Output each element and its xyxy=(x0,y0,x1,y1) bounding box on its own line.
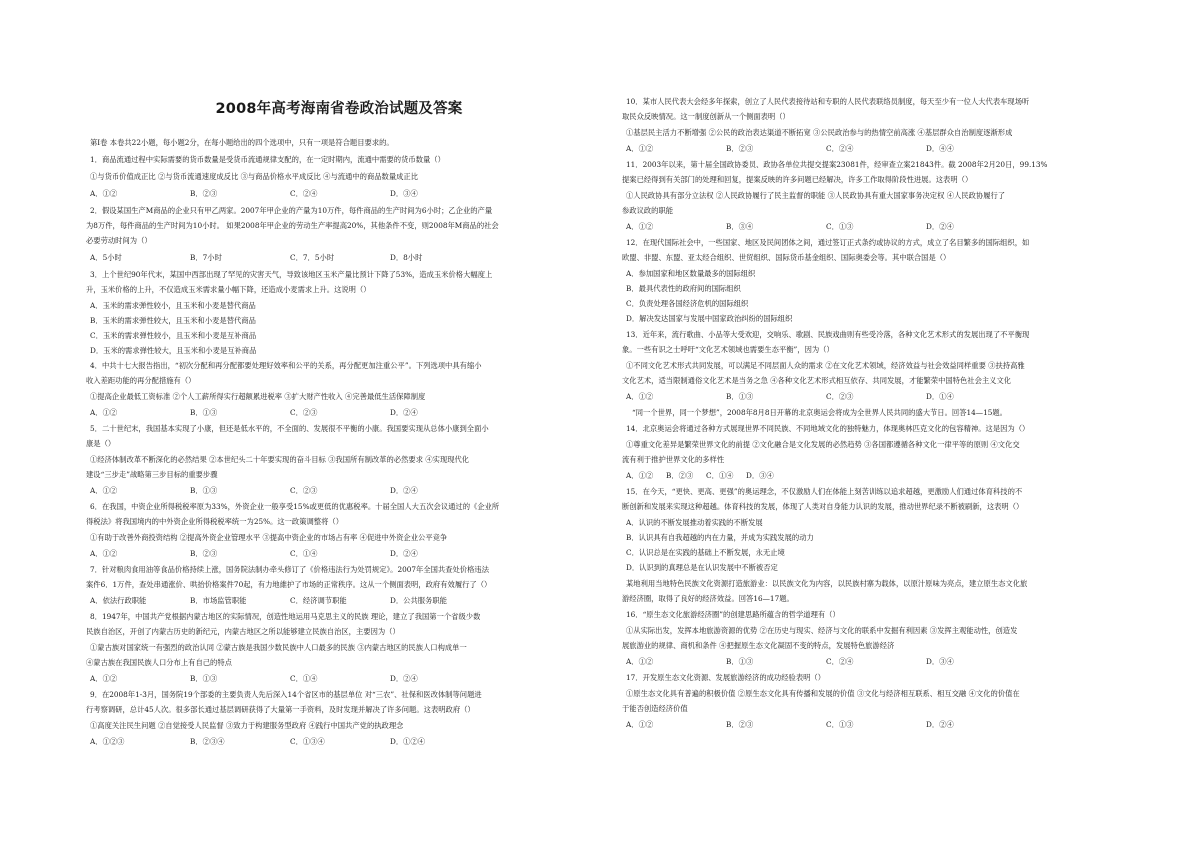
answer-option: D．③④ xyxy=(390,189,418,198)
answer-option: C．①④ xyxy=(290,674,318,683)
answer-option: A．①② xyxy=(626,720,654,729)
text-line: ④蒙古族在我国民族人口分布上有自己的特点 xyxy=(86,658,232,667)
answer-option: B．②③④ xyxy=(190,737,225,746)
text-line: ①尊重文化差异是繁荣世界文化的前提 ②文化融合是文化发展的必然趋势 ③各国都遵循各种文化一律平等的原则 ④文化交 xyxy=(626,440,1020,449)
answer-option: C．②④ xyxy=(826,657,854,666)
answer-option: C．②④ xyxy=(826,144,854,153)
answer-option: B．①③ xyxy=(190,408,218,417)
text-line: 游经济圈，取得了良好的经济效益。回答16—17题。 xyxy=(622,594,794,603)
text-line: 参政议政的职能 xyxy=(622,206,674,215)
text-line: 2．假设某国生产M商品的企业只有甲乙两家。2007年甲企业的产量为10万件，每件商品的生产时间为6小时；乙企业的产量 xyxy=(90,206,493,215)
text-line: 10．某市人民代表大会经多年探索，创立了人民代表接待站和专职的人民代表联络员制度，每天至少有一位人大代表车现场听 xyxy=(626,97,1030,106)
answer-option: C．①③ xyxy=(826,720,854,729)
answer-option: D．②④ xyxy=(390,674,418,683)
answer-option: B．①③ xyxy=(190,486,218,495)
text-line: ①与货币价值成正比 ②与货币流通速度成反比 ③与商品价格水平成反比 ④与流通中的商品数量成正比 xyxy=(90,172,419,181)
text-line: D．认识到的真理总是在认识发展中不断被否定 xyxy=(626,563,778,572)
text-line: A．玉米的需求弹性较小，且玉米和小麦是替代商品 xyxy=(90,301,256,310)
answer-option: B．①③ xyxy=(190,674,218,683)
text-line: 欧盟、非盟、东盟、亚太经合组织、世贸组织、国际货币基金组织、国际奥委会等。其中联合国是（） xyxy=(622,253,951,262)
text-line: 必要劳动时间为（） xyxy=(86,236,152,245)
answer-option: B．②③ xyxy=(190,189,218,198)
text-line: “同一个世界，同一个梦想”，2008年8月8日开幕的北京奥运会将成为全世界人民共同的盛大节日。回答14—15题。 xyxy=(632,408,1007,417)
text-line: 民族自治区，开创了内蒙古历史的新纪元，内蒙古地区之所以能够建立民族自治区，主要因为（） xyxy=(86,627,400,636)
answer-option: D．②④ xyxy=(390,408,418,417)
text-line: 得税法》将我国境内的中外资企业所得税税率统一为25%。这一政策调整将（） xyxy=(86,517,344,526)
answer-option: A．①② xyxy=(90,549,118,558)
text-line: ①不同文化艺术形式共同发展，可以满足不同层面人众的需求 ②在文化艺术领域，经济效益与社会效益同样重要 ③扶持高雅 xyxy=(626,361,1025,370)
text-line: 于能否创造经济价值 xyxy=(622,704,688,713)
answer-option: A．①② xyxy=(90,189,118,198)
answer-option: C．经济调节职能 xyxy=(290,596,347,605)
answer-option: A．①② xyxy=(626,392,654,401)
answer-option: A．①② xyxy=(90,408,118,417)
text-line: 7．针对粮肉食用油等食品价格持续上涨，国务院法制办牵头修订了《价格违法行为处罚规定》。2007年全国共查处价格违法 xyxy=(90,565,489,574)
answer-option: B．①③ xyxy=(726,392,754,401)
answer-option: B．②③ xyxy=(666,471,694,480)
text-line: 收入差距功能的再分配措施有（） xyxy=(86,376,196,385)
text-line: 取民众反映情况。这一制度创新从一个侧面表明（） xyxy=(622,112,790,121)
answer-option: D．③④ xyxy=(746,471,774,480)
answer-option: C．7．5小时 xyxy=(290,253,335,262)
text-line: ①人民政协具有部分立法权 ②人民政协履行了民主监督的职能 ③人民政协具有重大国家事务决定权 ④人民政协履行了 xyxy=(626,191,1006,200)
answer-option: C．①③ xyxy=(826,222,854,231)
text-line: 建设“三步走”战略第三步目标的重要步骤 xyxy=(86,470,218,479)
text-line: 16．“原生态文化旅游经济圈”的创建思路所蕴含的哲学道理有（） xyxy=(626,610,840,619)
answer-option: D．②④ xyxy=(390,486,418,495)
answer-option: D．②④ xyxy=(926,222,954,231)
text-line: 象。一些有识之士呼吁“文化艺术领域也需要生态平衡”，因为（） xyxy=(622,345,834,354)
text-line: 文化艺术，适当限制通俗文化艺术是当务之急 ④各种文化艺术形式相互依存、共同发展，才能繁荣中国特色社会主义文化 xyxy=(622,376,1012,385)
text-line: C．认识总是在实践的基础上不断发展，永无止境 xyxy=(626,548,785,557)
answer-option: B．②③ xyxy=(726,720,754,729)
answer-option: C．①④ xyxy=(290,549,318,558)
text-line: 3．上个世纪90年代末，某国中西部出现了罕见的灾害天气，导致该地区玉米产量比预计下降了53%，造成玉米价格大幅度上 xyxy=(90,270,493,279)
answer-option: C．①③④ xyxy=(290,737,325,746)
text-line: ①从实际出发，发挥本地旅游资源的优势 ②在历史与现实、经济与文化的联系中发掘有利因素 ③发挥主观能动性，创造发 xyxy=(626,626,1018,635)
answer-option: A．①② xyxy=(626,144,654,153)
text-line: C．玉米的需求弹性较小，且玉米和小麦是互补商品 xyxy=(90,331,257,340)
answer-option: C．②④ xyxy=(290,189,318,198)
text-line: D．解决发达国家与发展中国家政治纠纷的国际组织 xyxy=(626,314,793,323)
answer-option: A．依法行政职能 xyxy=(90,596,147,605)
text-line: 11．2003年以来，第十届全国政协委员、政协各单位共提交提案23081件，经审查立案21843件。截 2008年2月20日，99.13% xyxy=(626,160,1048,169)
page-title: 2008年高考海南省卷政治试题及答案 xyxy=(215,101,463,117)
text-line: A．认识的不断发展推动着实践的不断发展 xyxy=(626,518,763,527)
answer-option: D．①④ xyxy=(926,392,954,401)
answer-option: A．①② xyxy=(626,471,654,480)
text-line: 13．近年来，流行歌曲、小品等大受欢迎，交响乐、歌剧、民族戏曲则有些受冷落，各种文化艺术形式的发展出现了不平衡现 xyxy=(626,330,1030,339)
text-line: 案件6．1万件，查处串通涨价、哄抬价格案件70起，有力地維护了市场的正常秩序。这从一个侧面表明，政府有效履行了（） xyxy=(86,580,492,589)
text-line: C．负责处理各国经济危机的国际组织 xyxy=(626,299,749,308)
text-line: 为8万件，每件商品的生产时间为10小时。 如果2008年甲企业的劳动生产率提高20%，其他条件不变，则2008年M商品的社会 xyxy=(86,221,499,230)
answer-option: C．②③ xyxy=(290,408,318,417)
text-line: 14．北京奥运会将通过各种方式展现世界不同民族、不同地域文化的独特魅力，体现奥林匹克文化的包容精神。这是因为（） xyxy=(626,424,1030,433)
answer-option: C．①④ xyxy=(706,471,734,480)
text-line: 流有利于推护世界文化的多样性 xyxy=(622,455,725,464)
text-line: B．最具代表性的政府间的国际组织 xyxy=(626,284,741,293)
answer-option: A．①②③ xyxy=(90,737,125,746)
answer-option: B．③④ xyxy=(726,222,754,231)
answer-option: A．①② xyxy=(626,222,654,231)
answer-option: C．②③ xyxy=(826,392,854,401)
answer-option: D．②④ xyxy=(926,720,954,729)
answer-option: A．①② xyxy=(90,486,118,495)
text-line: 提案已经得到有关部门的处理和回复，提案反映的许多问题已经解决，许多工作取得阶段性进展。这表明（） xyxy=(622,175,973,184)
answer-option: A．5小时 xyxy=(90,253,122,262)
answer-option: D．②④ xyxy=(390,549,418,558)
answer-option: A．①② xyxy=(626,657,654,666)
answer-option: B．②③ xyxy=(726,144,754,153)
text-line: 17．开发原生态文化资源、发展旅游经济的成功经验表明（） xyxy=(626,673,826,682)
text-line: ①有助于改善外商投资结构 ②提高外资企业管理水平 ③提高中资企业的市场占有率 ④促进中外资企业公平竞争 xyxy=(90,533,448,542)
text-line: ①原生态文化具有普遍的积极价值 ②原生态文化具有传播和发展的价值 ③文化与经济相互联系、相互交融 ④文化的价值在 xyxy=(626,689,1020,698)
text-line: 断创新和发展来实现这种超越。体育科技的发展，体现了人类对自身能力认识的发展，推动世界纪录不断被刷新，这表明（） xyxy=(622,502,1024,511)
answer-option: D．④④ xyxy=(926,144,954,153)
answer-option: B．②③ xyxy=(190,549,218,558)
text-line: 8．1947年，中国共产党根据内蒙古地区的实际情况，创造性地运用马克思主义的民族 理论，建立了我国第一个省级少数 xyxy=(90,612,481,621)
answer-option: B．7小时 xyxy=(190,253,222,262)
text-line: ①经济体制改革不断深化的必然结果 ②本世纪头二十年要实现的奋斗目标 ③我国所有制改革的必然要求 ④实现现代化 xyxy=(90,455,470,464)
text-line: ①提高企业最低工资标准 ②个人工薪所得实行超额累进税率 ③扩大财产性收入 ④完善最低生活保障制度 xyxy=(90,392,426,401)
text-line: 12．在现代国际社会中，一些国家、地区及民间团体之间，通过签订正式条约或协议的方式，成立了名目繁多的国际组织，如 xyxy=(626,238,1030,247)
answer-option: C．②③ xyxy=(290,486,318,495)
text-line: B．玉米的需求弹性较大，且玉米和小麦是替代商品 xyxy=(90,316,256,325)
answer-option: D．③④ xyxy=(926,657,954,666)
answer-option: D．8小时 xyxy=(390,253,423,262)
answer-option: D．公共服务职能 xyxy=(390,596,447,605)
text-line: 康是（） xyxy=(86,439,116,448)
answer-option: B．①③ xyxy=(726,657,754,666)
text-line: 行考察调研，总计45人次。很多部长通过基层调研获得了大量第一手资料，及时发现并解决了许多问题。这表明政府（） xyxy=(86,705,475,714)
text-line: 4．中共十七大报告指出，“初次分配和再分配都要处理好效率和公平的关系，再分配更加注重公平”。下列选项中具有缩小 xyxy=(90,361,482,370)
text-line: ①蒙古族对国家统一有强烈的政治认同 ②蒙古族是我国少数民族中人口最多的民族 ③内蒙古地区的民族人口构成单一 xyxy=(90,643,467,652)
text-line: D．玉米的需求弹性较大，且玉米和小麦是互补商品 xyxy=(90,346,257,355)
text-line: 9．在2008年1-3月，国务院19个部委的主要负责人先后深入14个省区市的基层单位 对“三农”、社保和医改体制等问题进 xyxy=(90,690,482,699)
text-line: 1．商品流通过程中实际需要的货币数量是受货币流通规律支配的，在一定时期内，流通中需要的货币数量（） xyxy=(90,155,445,164)
text-line: 某地利用当地特色民族文化资源打造旅游业：以民族文化为内容，以民族村寨为载体，以原汁原味为亮点，建立原生态文化旅 xyxy=(626,579,1028,588)
text-line: ①高度关注民生问题 ②自觉接受人民监督 ③致力于构建服务型政府 ④践行中国共产党的执政理念 xyxy=(90,721,404,730)
text-line: B．认识具有自我超越的内在力量，并成为实践发展的动力 xyxy=(626,533,814,542)
text-line: 升，玉米价格的上升，不仅造成玉米需求量小幅下降，还造成小麦需求上升。这说明（） xyxy=(86,285,371,294)
answer-option: B．市场监管职能 xyxy=(190,596,247,605)
text-line: 5．二十世纪末，我国基本实现了小康，但还是低水平的，不全面的、发展很不平衡的小康。我国要实现从总体小康到全面小 xyxy=(90,424,489,433)
text-line: 展旅游业的规律、商机和条件 ④把握原生态文化凝固不变的特点，发展特色旅游经济 xyxy=(622,641,895,650)
text-line: 6．在我国，中资企业所得税税率原为33%，外资企业一般享受15%或更低的优惠税率。十届全国人大五次会议通过的《企业所 xyxy=(90,502,500,511)
text-line: 第Ⅰ卷 本卷共22小题，每小题2分，在每小题给出的四个选项中，只有一项是符合题目要求的。 xyxy=(90,138,394,147)
text-line: 15．在今天，“更快、更高、更强”的奥运理念，不仅激励人们在体能上刻苦训练以追求超越，更激励人们通过体育科技的不 xyxy=(626,487,1023,496)
text-line: ①基层民主活力不断增强 ②公民的政治表达渠道不断拓宽 ③公民政治参与的热情空前高涨 ④基层群众自治制度逐渐形成 xyxy=(626,128,1013,137)
answer-option: A．①② xyxy=(90,674,118,683)
text-line: A．参加国家和地区数量最多的国际组织 xyxy=(626,269,756,278)
answer-option: D．①②④ xyxy=(390,737,426,746)
